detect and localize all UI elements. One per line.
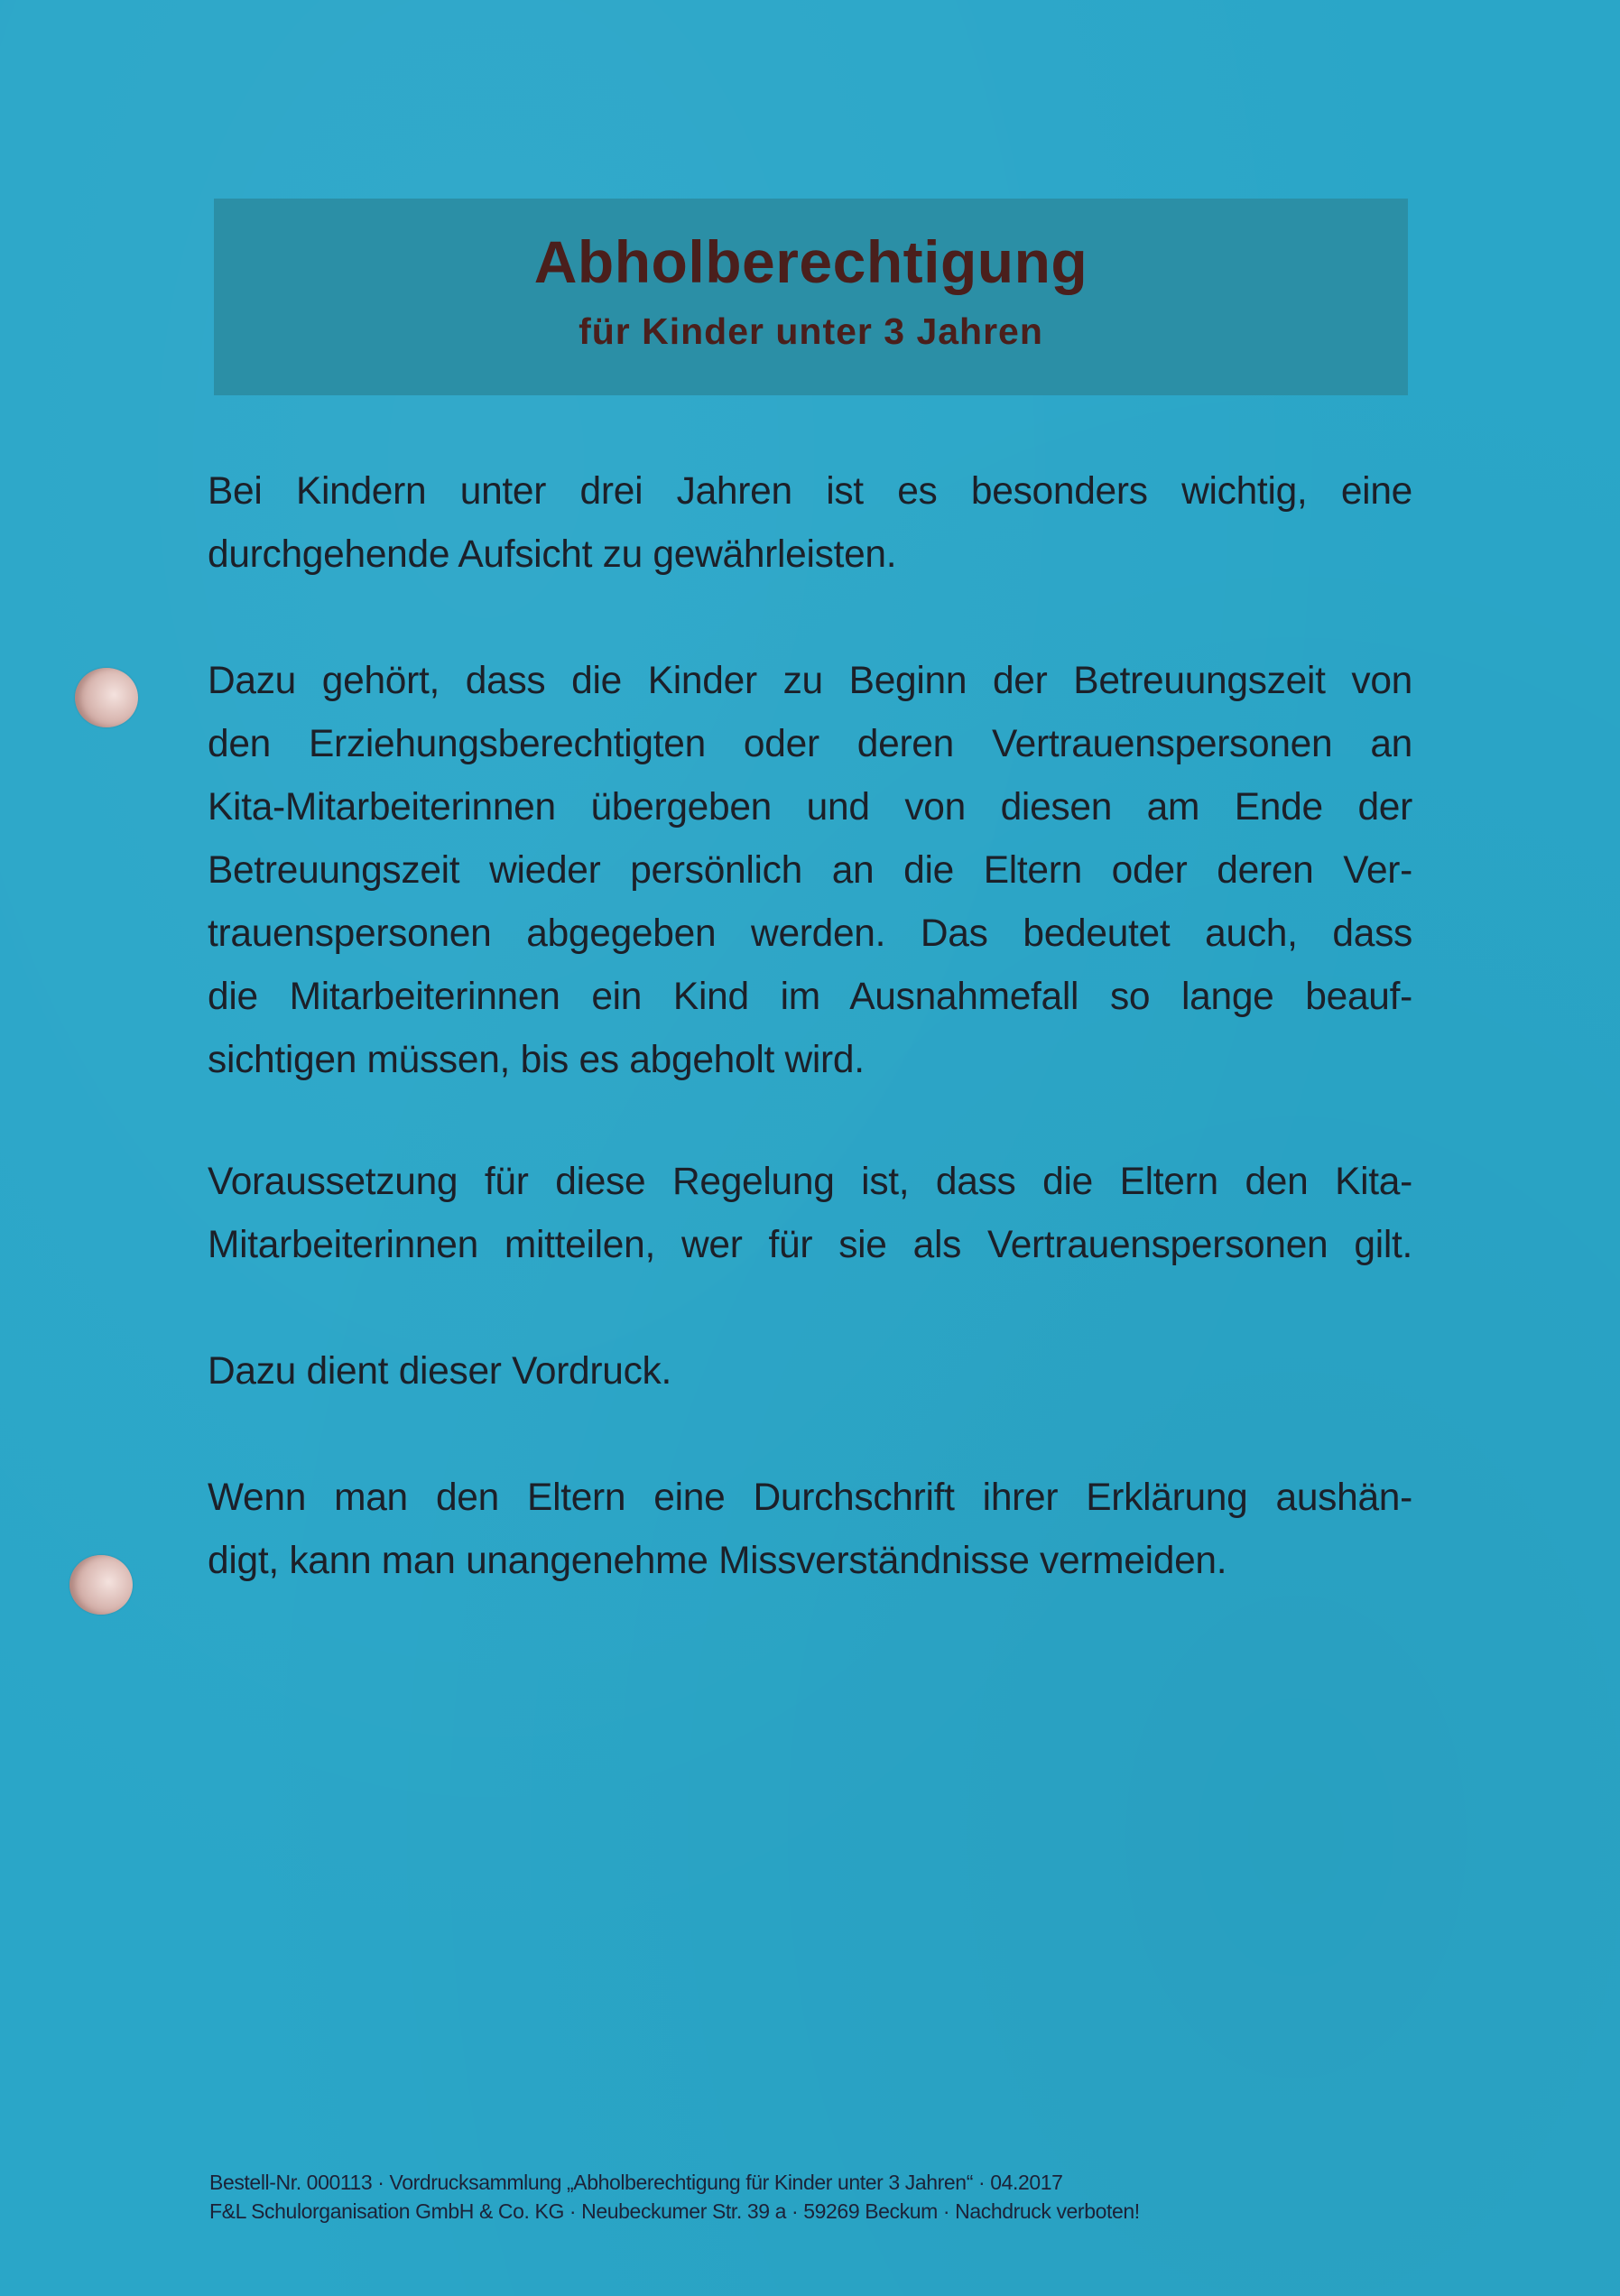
footer-order-info: Bestell-Nr. 000113 · Vordrucksammlung „Abholberechtigung für Kinder unter 3 Jahren“ · 04.2017: [209, 2171, 1063, 2194]
text-line: digt, kann man unangenehme Missverständnisse vermeiden.: [208, 1540, 1227, 1582]
text-line: Kita-Mitarbeiterinnen übergeben und von diesen am Ende der: [208, 786, 1412, 829]
paragraph-intro: [208, 460, 1412, 587]
text-line: Dazu gehört, dass die Kinder zu Beginn der Betreuungszeit von: [208, 660, 1412, 702]
text-line: Mitarbeiterinnen mitteilen, wer für sie als Vertrauenspersonen gilt.: [208, 1224, 1412, 1266]
text-line: durchgehende Aufsicht zu gewährleisten.: [208, 533, 897, 576]
footer-imprint: [209, 2168, 1140, 2226]
text-line: Voraussetzung für diese Regelung ist, dass die Eltern den Kita-: [208, 1161, 1412, 1203]
footer-publisher-info: F&L Schulorganisation GmbH & Co. KG · Neubeckumer Str. 39 a · 59269 Beckum · Nachdruck verboten!: [209, 2199, 1140, 2223]
punch-hole-top: [75, 668, 138, 727]
text-line: trauenspersonen abgegeben werden. Das bedeutet auch, dass: [208, 912, 1412, 955]
text-line: Dazu dient dieser Vordruck.: [208, 1350, 671, 1393]
title-banner: [214, 199, 1408, 395]
punch-hole-bottom: [69, 1555, 133, 1615]
text-line: sichtigen müssen, bis es abgeholt wird.: [208, 1039, 865, 1081]
text-line: den Erziehungsberechtigten oder deren Vertrauenspersonen an: [208, 723, 1412, 765]
text-line: Bei Kindern unter drei Jahren ist es besonders wichtig, eine: [208, 470, 1412, 513]
text-line: Betreuungszeit wieder persönlich an die Eltern oder deren Ver-: [208, 849, 1412, 892]
paragraph-handover: [208, 650, 1412, 1092]
page-subtitle: für Kinder unter 3 Jahren: [579, 310, 1043, 352]
paragraph-requirement: [208, 1151, 1412, 1277]
paragraph-copy-advice: [208, 1467, 1412, 1593]
paragraph-purpose: [208, 1340, 1412, 1403]
text-line: die Mitarbeiterinnen ein Kind im Ausnahmefall so lange beauf-: [208, 976, 1412, 1018]
page-title: Abholberechtigung: [533, 228, 1088, 295]
text-line: Wenn man den Eltern eine Durchschrift ihrer Erklärung aushän-: [208, 1477, 1412, 1519]
